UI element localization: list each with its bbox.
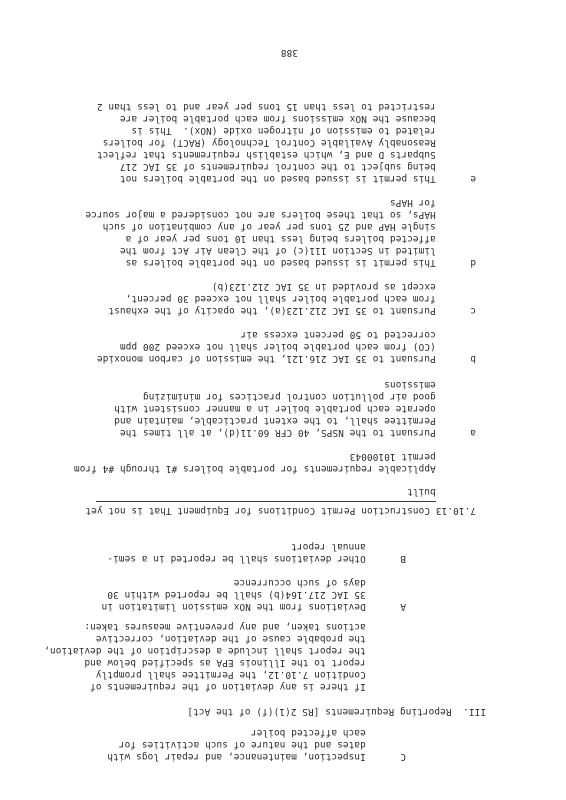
text-line: for HAPs bbox=[389, 197, 476, 208]
section-heading: 7.10.13 Construction Permit Conditions for Equipment That is not yet bbox=[85, 505, 476, 516]
text-line: corrected to 50 percent excess air bbox=[240, 329, 476, 340]
text-line: 35 IAC 217.164(b) shall be reported within 30 bbox=[107, 589, 406, 600]
text-line: related to emission of nitrogen oxide (NOx). This is bbox=[131, 125, 476, 136]
text-line: If there is any deviation of the requirements of bbox=[90, 681, 406, 692]
section-heading: III. Reporting Requirements [RS 2(1)(f) of the Act] bbox=[187, 706, 486, 717]
text-line: Permittee shall, to the extent practicable, maintain and bbox=[114, 415, 476, 426]
text-line: d This permit is issued based on the portable boilers as bbox=[125, 257, 476, 268]
text-line: restricted to less than 15 tons per year and to less than 2 bbox=[96, 101, 476, 112]
page-number: 388 bbox=[280, 47, 298, 58]
text-line: the probable cause of the deviation, corrective bbox=[95, 633, 406, 644]
text-line: Condition 7.10.12, the Permittee shall promptly bbox=[95, 669, 406, 680]
text-line: b Pursuant to 35 IAC 216.121, the emission of carbon monoxide bbox=[96, 353, 476, 364]
text-line: being subject to the control requirements of 35 IAC 217 bbox=[119, 161, 476, 172]
text-line: Subparts D and E, which establish requirements that reflect bbox=[96, 149, 476, 160]
text-line: except as provided in 35 IAC 212.123(b) bbox=[211, 281, 476, 292]
text-line: report to the Illinois EPA as specified below and bbox=[84, 657, 406, 668]
text-line: operate each portable boiler in a manner consistent with bbox=[114, 403, 476, 414]
text-line: days of such occurrence bbox=[233, 577, 406, 588]
text-line: Reasonably Available Control Technology (RACT) for boilers bbox=[102, 137, 476, 148]
text-line: e This permit is issued based on the portable boilers not bbox=[119, 173, 476, 184]
text-line: dates and the nature of such activities for bbox=[118, 739, 406, 750]
text-line: permit 10100043 bbox=[349, 451, 476, 462]
text-line: emissions bbox=[384, 379, 476, 390]
text-line: c Pursuant to 35 IAC 212.123(a), the opacity of the exhaust bbox=[108, 305, 476, 316]
text-line: Applicable requirements for portable boilers #1 through #4 from bbox=[73, 463, 476, 474]
heading-underline bbox=[96, 501, 436, 502]
text-line: limited in Section 111(c) of the Clean Air Act from the bbox=[119, 245, 476, 256]
text-line: each affected boiler bbox=[250, 727, 406, 738]
text-line: built bbox=[407, 486, 476, 497]
text-line: (CO) from each portable boiler shall not exceed 200 ppm bbox=[119, 341, 476, 352]
text-line: good air pollution control practices for minimizing bbox=[142, 391, 476, 402]
text-line: actions taken, and any preventive measures taken: bbox=[84, 621, 406, 632]
text-line: because the NOx emissions from each portable boiler are bbox=[119, 113, 476, 124]
text-line: the report shall include a description of the deviation, bbox=[44, 645, 406, 656]
text-line: HAPs, so that these boilers are not considered a major source bbox=[85, 209, 476, 220]
text-line: B Other deviations shall be reported in a semi- bbox=[107, 553, 406, 564]
text-line: from each portable boiler shall not exceed 30 percent, bbox=[125, 293, 476, 304]
text-line: C Inspection, maintenance, and repair logs with bbox=[107, 751, 406, 762]
text-line: a Pursuant to the NSPS, 40 CFR 60.11(d), at all times the bbox=[119, 427, 476, 438]
text-line: single HAP and 25 tons per year of any combination of such bbox=[102, 221, 476, 232]
text-line: annual report bbox=[291, 541, 406, 552]
text-line: A Deviations from the NOx emission limitation in bbox=[101, 601, 406, 612]
text-line: affected boilers being less than 10 tons per year of a bbox=[125, 233, 476, 244]
